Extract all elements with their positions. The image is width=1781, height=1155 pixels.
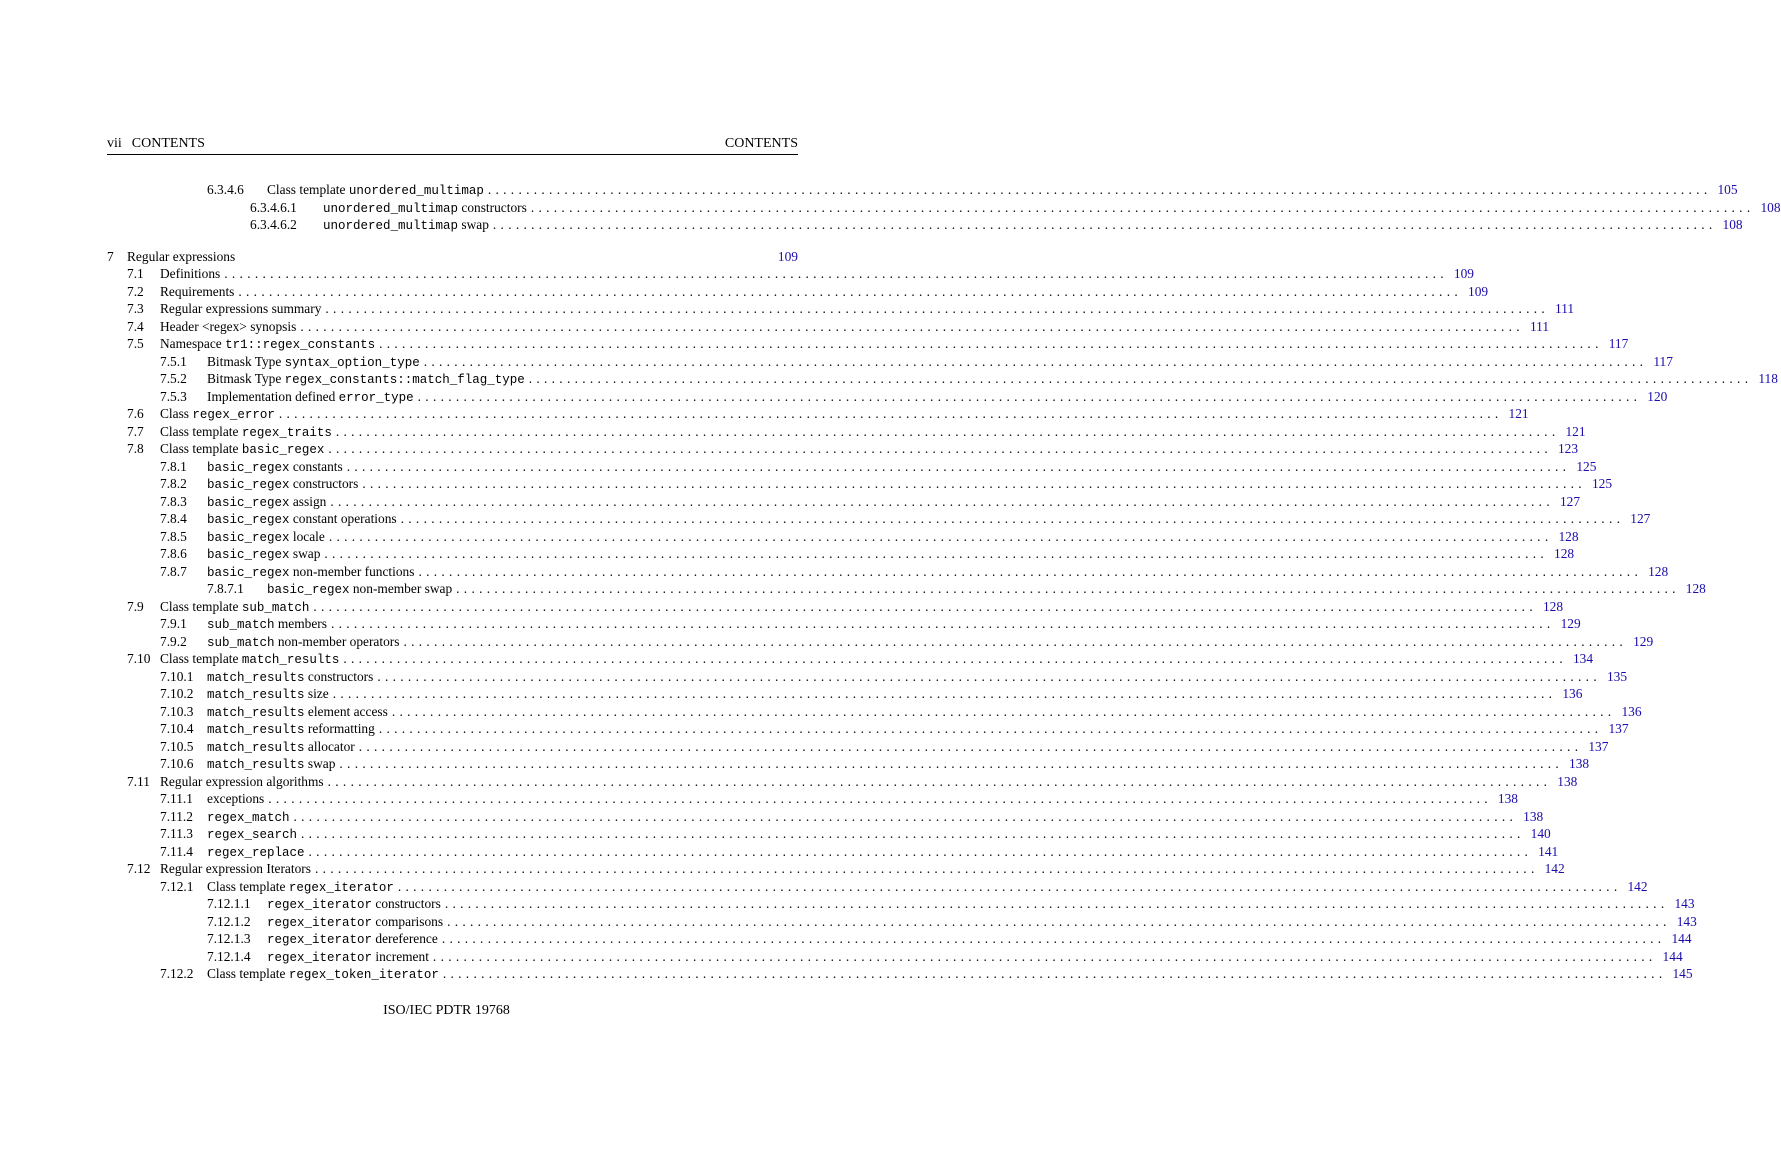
toc-entry-number: 7.8.4 [160, 511, 187, 526]
toc-entry-title: regex_iterator increment [267, 948, 429, 965]
toc-entry-number: 6.3.4.6.2 [250, 217, 297, 232]
toc-entry[interactable] [107, 895, 1695, 913]
toc-entry[interactable] [107, 755, 1590, 773]
toc-dot-leader: ................................................................................................................................................................ [528, 371, 1753, 386]
toc-entry-number: 7.11 [127, 773, 150, 789]
toc-entry-number: 7.8.1 [160, 458, 187, 474]
toc-entry[interactable] [107, 650, 1594, 668]
toc-entry-number: 7.11.1 [160, 791, 193, 806]
toc-entry-number: 7.12.1.3 [207, 931, 251, 946]
toc-entry-title: Regular expressions summary [160, 301, 322, 316]
toc-page-link[interactable]: 109 [1468, 283, 1489, 299]
toc-page-link[interactable]: 117 [1653, 353, 1673, 369]
toc-entry-number: 7.1 [127, 266, 144, 281]
toc-entry[interactable] [107, 773, 1578, 791]
toc-dot-leader: ................................................................................................................................................................ [278, 406, 1503, 421]
toc-dot-leader: ................................................................................................................................................................ [492, 217, 1717, 232]
toc-dot-leader: ................................................................................................................................................................ [328, 441, 1552, 456]
toc-dot-leader: ................................................................................................................................................................ [456, 581, 1680, 596]
toc-entry[interactable] [107, 335, 1629, 353]
toc-entry-title: basic_regex constants [207, 458, 343, 475]
toc-entry-number: 7.11.4 [160, 843, 193, 859]
toc-entry[interactable] [107, 685, 1583, 703]
toc-entry-number: 7.11.3 [160, 826, 193, 841]
toc-page-link[interactable]: 144 [1671, 931, 1692, 946]
toc-entry[interactable] [107, 598, 1564, 616]
toc-entry[interactable] [107, 808, 1544, 826]
toc-page-link[interactable]: 128 [1685, 581, 1706, 596]
toc-entry[interactable] [107, 265, 1474, 283]
toc-entry[interactable] [107, 405, 1529, 423]
toc-page-link[interactable]: 121 [1565, 423, 1586, 439]
toc-entry-number: 7.7 [127, 423, 144, 439]
toc-dot-leader: ................................................................................................................................................................ [391, 703, 1616, 719]
toc-entry-number: 7.4 [127, 318, 144, 334]
toc-entry[interactable] [107, 300, 1575, 318]
toc-dot-leader: ................................................................................................................................................................ [224, 266, 1448, 281]
toc-page-link[interactable]: 136 [1621, 703, 1642, 719]
toc-page-link[interactable]: 144 [1662, 948, 1683, 964]
toc-entry-number: 7.3 [127, 301, 144, 316]
toc-entry-title: regex_match [207, 810, 290, 825]
toc-page-link[interactable]: 117 [1608, 336, 1629, 351]
toc-page-link[interactable]: 127 [1630, 511, 1651, 526]
toc-page-link[interactable]: 128 [1648, 563, 1669, 579]
toc-page-link[interactable]: 128 [1542, 598, 1564, 614]
toc-dot-leader: ................................................................................................................................................................ [346, 458, 1571, 474]
toc-page-link[interactable]: 143 [1674, 896, 1695, 911]
toc-dot-leader: ................................................................................................................................................................ [330, 616, 1555, 631]
toc-entry[interactable] [107, 388, 1668, 406]
toc-entry-number: 7.5.3 [160, 388, 187, 404]
toc-dot-leader: ................................................................................................................................................................ [423, 353, 1648, 369]
toc-dot-leader: ................................................................................................................................................................ [325, 301, 1550, 316]
toc-entry-number: 7.10.1 [160, 668, 194, 684]
toc-entry-title: regex_search [207, 828, 298, 842]
toc-entry[interactable] [107, 528, 1579, 546]
toc-entry[interactable] [107, 545, 1575, 563]
toc-entry-number: 7 [107, 248, 114, 264]
toc-page-link[interactable]: 105 [1717, 182, 1738, 197]
toc-page-link[interactable]: 108 [1722, 217, 1743, 232]
toc-entry-number: 7.10.2 [160, 686, 194, 701]
toc-entry-title: Class template regex_traits [160, 423, 332, 440]
toc-dot-leader: ................................................................................................................................................................ [403, 633, 1628, 649]
toc-entry-title: unordered_multimap constructors [323, 199, 527, 216]
toc-dot-leader: ................................................................................................................................................................ [417, 388, 1642, 404]
toc-entry-number: 7.5 [127, 336, 144, 351]
toc-entry-number: 7.12.1.4 [207, 948, 251, 964]
toc-entry-number: 7.12 [127, 861, 151, 876]
toc-page-link[interactable]: 127 [1559, 493, 1581, 509]
toc-entry[interactable] [107, 825, 1551, 843]
toc-entry-number: 7.2 [127, 283, 144, 299]
toc-page-link[interactable]: 128 [1558, 528, 1579, 544]
toc-dot-leader: ................................................................................................................................................................ [308, 843, 1533, 859]
toc-entry-number: 7.9.2 [160, 633, 187, 649]
table-of-contents [107, 181, 1781, 983]
toc-entry[interactable] [107, 965, 1693, 983]
toc-entry-number: 6.3.4.6.1 [250, 199, 297, 215]
toc-dot-leader: ................................................................................................................................................................ [313, 598, 1537, 614]
toc-entry-title: match_results constructors [207, 668, 374, 685]
toc-entry[interactable] [107, 930, 1692, 948]
toc-entry[interactable] [107, 913, 1697, 931]
toc-entry-title: match_results size [207, 686, 329, 702]
toc-page-link[interactable]: 135 [1606, 668, 1628, 684]
toc-dot-leader: ................................................................................................................................................................ [238, 283, 1462, 299]
toc-page-link[interactable]: 142 [1544, 861, 1565, 876]
toc-dot-leader: ................................................................................................................................................................ [418, 563, 1643, 579]
toc-entry-number: 7.5.1 [160, 353, 187, 369]
toc-entry-number: 7.9.1 [160, 616, 187, 631]
header-page-number: vii [107, 136, 122, 151]
toc-page-link[interactable]: 141 [1538, 843, 1559, 859]
toc-dot-leader: ................................................................................................................................................................ [400, 511, 1625, 526]
toc-entry[interactable] [107, 370, 1778, 388]
running-header [107, 136, 798, 155]
toc-dot-leader: ................................................................................................................................................................ [447, 913, 1671, 929]
toc-entry[interactable] [107, 878, 1648, 896]
toc-dot-leader: ................................................................................................................................................................ [300, 318, 1524, 334]
toc-entry[interactable] [107, 458, 1597, 476]
toc-entry-title: Class template basic_regex [160, 441, 325, 457]
toc-dot-leader: ................................................................................................................................................................ [314, 861, 1539, 876]
toc-entry-title: regex_iterator dereference [267, 931, 438, 947]
toc-entry[interactable] [107, 738, 1609, 756]
toc-entry-title: basic_regex constant operations [207, 511, 397, 527]
toc-dot-leader: ................................................................................................................................................................ [362, 476, 1586, 491]
toc-page-link[interactable]: 136 [1562, 686, 1583, 701]
toc-entry-title: Class template sub_match [160, 598, 310, 615]
toc-dot-leader: ................................................................................................................................................................ [378, 721, 1603, 736]
toc-entry[interactable] [107, 843, 1559, 861]
toc-entry-title: match_results element access [207, 703, 388, 720]
header-left [107, 136, 205, 152]
toc-entry-title: Regular expression algorithms [160, 773, 324, 789]
toc-dot-leader: ................................................................................................................................................................ [487, 182, 1712, 197]
toc-page-link[interactable]: 142 [1627, 878, 1648, 894]
toc-page-link[interactable]: 138 [1569, 756, 1590, 771]
toc-entry[interactable] [107, 790, 1518, 808]
toc-entry-number: 7.10.3 [160, 703, 194, 719]
toc-entry-number: 7.10.5 [160, 738, 194, 754]
toc-entry-title: Implementation defined error_type [207, 388, 414, 405]
toc-dot-leader: ................................................................................................................................................................ [339, 756, 1564, 771]
toc-entry-title: basic_regex assign [207, 493, 327, 510]
header-left-title: CONTENTS [131, 136, 205, 151]
toc-entry-title: Class template regex_iterator [207, 878, 394, 895]
toc-entry-number: 7.10.6 [160, 756, 194, 771]
toc-entry[interactable] [107, 633, 1654, 651]
toc-entry-title: regex_replace [207, 845, 305, 860]
toc-entry-number: 7.12.1 [160, 878, 194, 894]
toc-entry-title: exceptions [207, 791, 265, 806]
page-footer: ISO/IEC PDTR 19768 [383, 1003, 510, 1018]
toc-page-link[interactable]: 125 [1576, 458, 1597, 474]
toc-entry-number: 7.10.4 [160, 721, 194, 736]
toc-page-link[interactable]: 109 [1453, 266, 1474, 281]
toc-page-link[interactable]: 118 [1758, 371, 1778, 386]
toc-entry-title: Class template regex_token_iterator [207, 966, 439, 982]
header-right-title: CONTENTS [724, 136, 798, 151]
toc-dot-leader: ................................................................................................................................................................ [343, 651, 1567, 666]
toc-dot-leader: ................................................................................................................................................................ [268, 791, 1492, 806]
toc-entry-number: 7.6 [127, 406, 144, 421]
toc-entry-title: regex_iterator comparisons [267, 913, 444, 930]
toc-dot-leader: ................................................................................................................................................................ [530, 199, 1755, 215]
toc-page-link[interactable]: 128 [1554, 546, 1575, 561]
toc-entry-title: match_results allocator [207, 738, 355, 755]
toc-entry-title: Class template unordered_multimap [267, 182, 484, 198]
toc-entry-title: Namespace tr1::regex_constants [160, 336, 376, 352]
toc-entry-title: match_results reformatting [207, 721, 375, 737]
toc-entry-title: Class regex_error [160, 406, 275, 422]
toc-page-link[interactable]: 121 [1508, 406, 1529, 421]
toc-entry[interactable] [107, 475, 1613, 493]
toc-entry-title: unordered_multimap swap [323, 217, 489, 233]
toc-entry[interactable] [107, 440, 1579, 458]
toc-dot-leader: ................................................................................................................................................................ [332, 686, 1557, 701]
toc-entry-number: 6.3.4.6 [207, 182, 244, 197]
toc-page-link[interactable]: 138 [1497, 791, 1518, 806]
toc-entry-title: sub_match members [207, 616, 327, 632]
toc-entry-title: basic_regex locale [207, 528, 325, 545]
toc-entry-title: basic_regex non-member functions [207, 563, 415, 580]
toc-entry-number: 7.8.5 [160, 528, 187, 544]
toc-entry-number: 7.11.2 [160, 808, 193, 824]
toc-entry[interactable] [107, 720, 1629, 738]
toc-entry-title: Class template match_results [160, 651, 340, 667]
toc-entry-number: 7.9 [127, 598, 144, 614]
toc-page-link[interactable]: 129 [1560, 616, 1581, 631]
toc-dot-leader: ................................................................................................................................................................ [379, 336, 1603, 351]
toc-entry[interactable] [107, 703, 1642, 721]
toc-entry[interactable] [107, 948, 1683, 966]
toc-dot-leader: ................................................................................................................................................................ [442, 966, 1667, 981]
toc-entry-number: 7.8 [127, 441, 144, 456]
toc-entry-number: 7.8.3 [160, 493, 187, 509]
toc-page-link[interactable]: 125 [1591, 476, 1613, 491]
toc-dot-leader: ................................................................................................................................................................ [330, 493, 1554, 509]
toc-page-link[interactable]: 129 [1633, 633, 1654, 649]
toc-dot-leader: ................................................................................................................................................................ [377, 668, 1601, 684]
toc-entry[interactable] [107, 510, 1651, 528]
toc-entry[interactable] [107, 248, 798, 266]
toc-entry[interactable] [107, 423, 1586, 441]
toc-entry-title: basic_regex swap [207, 546, 321, 562]
toc-page-link[interactable]: 145 [1672, 966, 1693, 981]
toc-entry-title: Bitmask Type syntax_option_type [207, 353, 420, 370]
toc-entry-number: 7.12.2 [160, 966, 194, 981]
toc-entry-number: 7.12.1.2 [207, 913, 251, 929]
toc-dot-leader: ................................................................................................................................................................ [358, 738, 1583, 754]
toc-page-link[interactable]: 137 [1588, 738, 1609, 754]
toc-entry-number: 7.5.2 [160, 371, 187, 386]
toc-entry[interactable] [107, 216, 1743, 234]
toc-page-link[interactable]: 111 [1529, 318, 1550, 334]
toc-dot-leader: ................................................................................................................................................................ [335, 423, 1560, 439]
toc-dot-leader: ................................................................................................................................................................ [432, 948, 1657, 964]
toc-page-link[interactable]: 108 [1760, 199, 1781, 215]
toc-page-link[interactable]: 143 [1676, 913, 1697, 929]
toc-entry-number: 7.10 [127, 651, 151, 666]
toc-page-link[interactable]: 111 [1555, 301, 1575, 316]
toc-page-link[interactable]: 120 [1647, 388, 1668, 404]
toc-entry[interactable] [107, 199, 1781, 217]
toc-entry-number: 7.8.2 [160, 476, 187, 491]
toc-dot-leader: ................................................................................................................................................................ [441, 931, 1666, 946]
toc-entry-title: Regular expressions [127, 248, 236, 264]
toc-entry[interactable] [107, 493, 1581, 511]
toc-dot-leader: ................................................................................................................................................................ [444, 896, 1669, 911]
toc-entry-title: basic_regex constructors [207, 476, 359, 492]
toc-entry[interactable] [107, 860, 1565, 878]
toc-dot-leader: ................................................................................................................................................................ [327, 773, 1552, 789]
toc-entry-number: 7.8.7.1 [207, 581, 244, 596]
toc-entry-title: Definitions [160, 266, 221, 281]
toc-entry-title: sub_match non-member operators [207, 633, 400, 650]
toc-page-link[interactable]: 138 [1523, 808, 1544, 824]
toc-dot-leader: ................................................................................................................................................................ [328, 528, 1553, 544]
toc-page-link[interactable]: 137 [1608, 721, 1629, 736]
toc-entry[interactable] [107, 181, 1738, 199]
toc-dot-leader: ................................................................................................................................................................ [301, 826, 1525, 841]
toc-entry[interactable] [107, 668, 1628, 686]
toc-dot-leader: ................................................................................................................................................................ [324, 546, 1549, 561]
toc-entry-number: 7.8.6 [160, 546, 187, 561]
toc-entry[interactable] [107, 563, 1669, 581]
toc-entry-number: 7.12.1.1 [207, 896, 251, 911]
toc-entry-title: Header <regex> synopsis [160, 318, 297, 334]
toc-entry-title: basic_regex non-member swap [267, 581, 453, 597]
toc-entry-title: Requirements [160, 283, 235, 299]
toc-entry-title: Regular expression Iterators [160, 861, 311, 876]
toc-page-link[interactable]: 123 [1557, 441, 1579, 456]
toc-entry-number: 7.8.7 [160, 563, 187, 579]
toc-entry-title: regex_iterator constructors [267, 896, 441, 912]
toc-entry[interactable] [107, 283, 1489, 301]
toc-dot-leader: ................................................................................................................................................................ [397, 878, 1622, 894]
toc-entry[interactable] [107, 353, 1673, 371]
toc-page-link[interactable]: 138 [1557, 773, 1578, 789]
toc-entry[interactable] [107, 615, 1581, 633]
toc-page-link[interactable]: 134 [1572, 651, 1594, 666]
toc-entry[interactable] [107, 318, 1550, 336]
toc-page-link[interactable]: 140 [1530, 826, 1551, 841]
toc-entry[interactable] [107, 580, 1706, 598]
toc-page-link[interactable]: 109 [777, 248, 798, 264]
toc-entry-title: match_results swap [207, 756, 336, 772]
toc-entry-title: Bitmask Type regex_constants::match_flag_type [207, 371, 525, 387]
toc-dot-leader: ................................................................................................................................................................ [293, 808, 1518, 824]
